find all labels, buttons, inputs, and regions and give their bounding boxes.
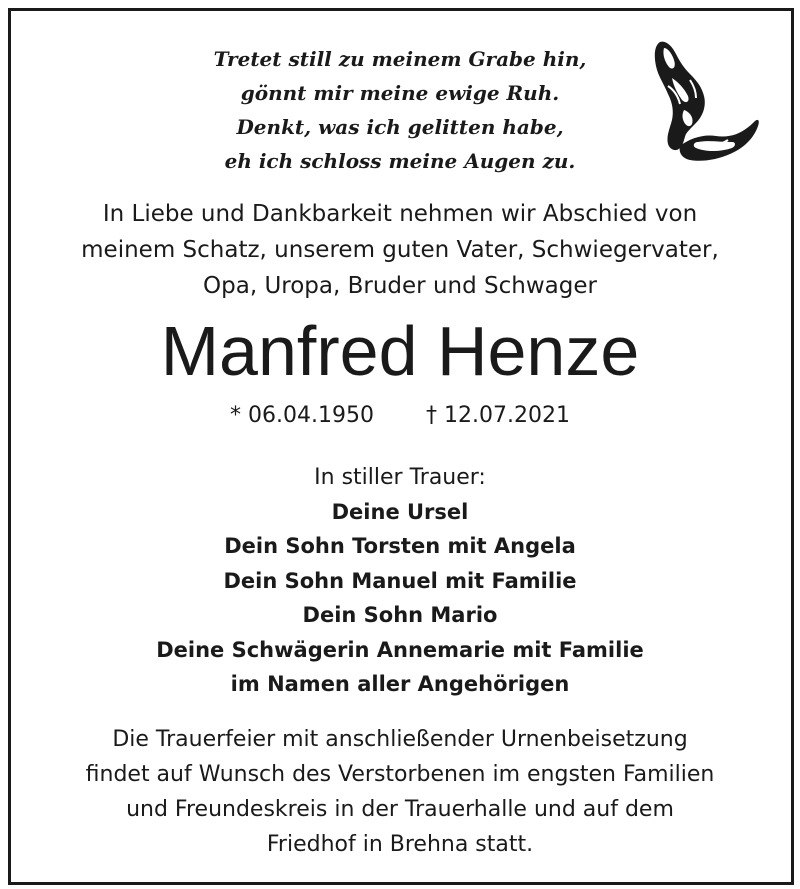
deceased-name: Manfred Henze: [160, 312, 640, 390]
mourner-entry: im Namen aller Angehörigen: [230, 672, 570, 697]
notice-line: und Freundeskreis in der Trauerhalle und auf dem: [126, 797, 674, 822]
funeral-notice: [20, 722, 780, 862]
poem: [150, 42, 650, 178]
poem-line: Denkt, was ich gelitten habe,: [236, 115, 564, 139]
notice-line: Die Trauerfeier mit anschließender Urnenbeisetzung: [112, 727, 688, 752]
intro-line: In Liebe und Dankbarkeit nehmen wir Abschied von: [102, 201, 698, 227]
praying-hands-icon: [650, 38, 762, 166]
farewell-intro: [20, 196, 780, 304]
notice-line: findet auf Wunsch des Verstorbenen im engsten Familien: [85, 762, 715, 787]
life-dates: [20, 398, 780, 434]
mourner-entry: Deine Ursel: [331, 500, 469, 524]
mourner-entry: Deine Schwägerin Annemarie mit Familie: [156, 637, 644, 662]
mourner-entry: Dein Sohn Manuel mit Familie: [223, 568, 577, 593]
mourners-intro: In stiller Trauer:: [314, 465, 486, 490]
mourner-entry: Dein Sohn Mario: [302, 603, 498, 628]
poem-line: Tretet still zu meinem Grabe hin,: [213, 47, 587, 71]
notice-line: Friedhof in Brehna statt.: [266, 832, 534, 857]
mourners-list: [20, 495, 780, 701]
birth-date: * 06.04.1950: [230, 403, 374, 428]
mourner-entry: Dein Sohn Torsten mit Angela: [224, 534, 576, 559]
intro-line: Opa, Uropa, Bruder und Schwager: [203, 273, 597, 299]
death-date: † 12.07.2021: [426, 403, 570, 428]
poem-line: eh ich schloss meine Augen zu.: [224, 149, 576, 173]
intro-line: meinem Schatz, unserem guten Vater, Schwiegervater,: [81, 237, 719, 263]
poem-line: gönnt mir meine ewige Ruh.: [240, 81, 560, 105]
